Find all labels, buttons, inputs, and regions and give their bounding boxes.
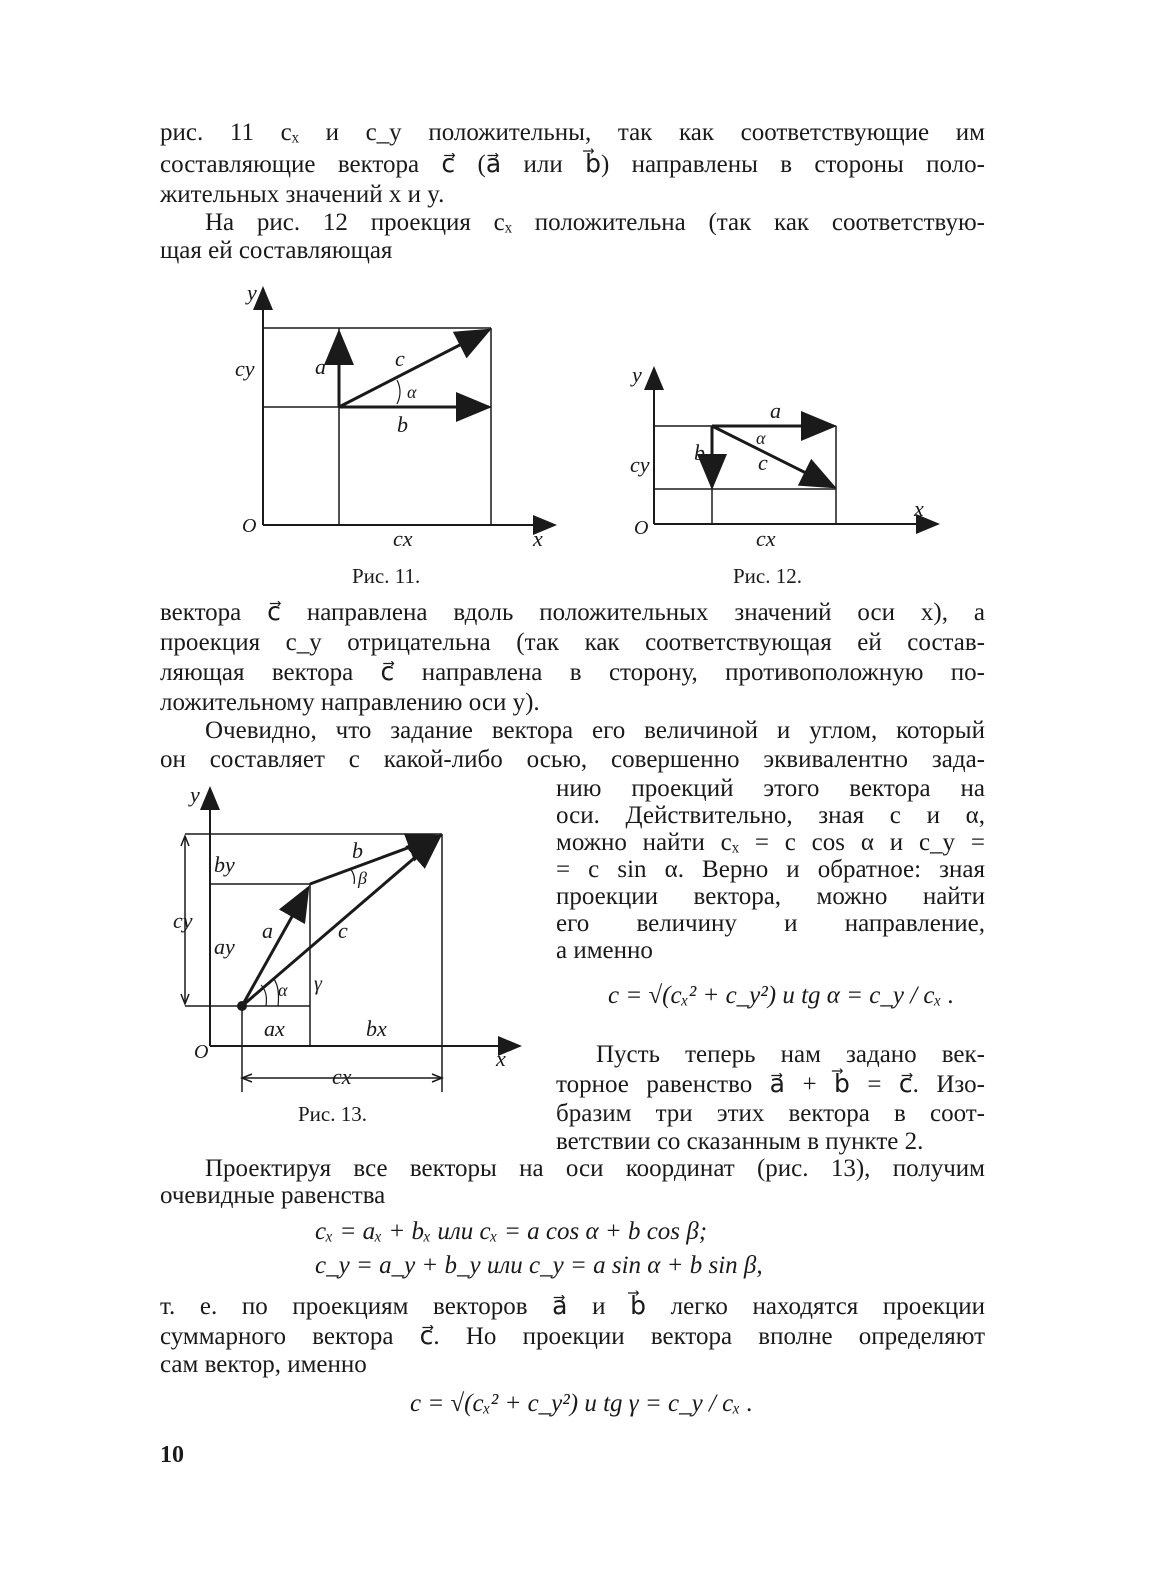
figure-13 xyxy=(170,780,530,1100)
text-line-9: ложительному направлению оси y). xyxy=(160,689,540,716)
equation-2a: cₓ = aₓ + bₓ или cₓ = a cos α + b cos β; xyxy=(315,1218,708,1245)
text-line-17: его величину и направление, xyxy=(556,910,985,937)
text-line-15: = c sin α. Верно и обратное: зная xyxy=(556,856,985,883)
fig12-origin-label: O xyxy=(634,517,649,539)
fig11-cx-label: cx xyxy=(393,526,413,551)
fig13-alpha-label: α xyxy=(278,980,288,1000)
fig11-caption: Рис. 11. xyxy=(352,564,421,588)
fig13-origin-label: O xyxy=(194,1041,209,1063)
text-line-1: рис. 11 cₓ и c_y положительны, так как соответствующие им xyxy=(160,119,985,146)
text-line-13: оси. Действительно, зная c и α, xyxy=(556,802,985,829)
text-line-25: т. е. по проекциям векторов a⃗ и b⃗ легко находятся проекции xyxy=(160,1293,985,1320)
fig11-cy-label: cy xyxy=(235,356,255,381)
text-line-6: вектора c⃗ направлена вдоль положительных значений оси x), а xyxy=(160,599,985,626)
text-line-5: щая ей составляющая xyxy=(160,237,393,264)
text-line-26: суммарного вектора c⃗. Но проекции вектора вполне определяют xyxy=(160,1323,985,1350)
fig13-cx-label: cx xyxy=(332,1064,352,1089)
fig13-a-label: a⃗ xyxy=(262,918,291,943)
equation-2b: c_y = a_y + b_y или c_y = a sin α + b sin β, xyxy=(315,1252,763,1279)
fig13-y-label: y xyxy=(190,782,200,807)
text-line-4: На рис. 12 проекция cₓ положительна (так как соответствую- xyxy=(205,209,985,236)
fig13-bx-label: bx xyxy=(366,1016,387,1041)
text-line-12: нию проекций этого вектора на xyxy=(556,775,985,802)
text-line-11: он составляет с какой-либо осью, совершенно эквивалентно зада- xyxy=(160,746,985,773)
text-line-14: можно найти cₓ = c cos α и c_y = xyxy=(556,829,985,856)
text-line-3: жительных значений x и y. xyxy=(160,181,445,208)
text-line-23: Проектируя все векторы на оси координат (рис. 13), получим xyxy=(205,1155,985,1182)
fig12-cy-label: cy xyxy=(630,452,650,477)
figure-12 xyxy=(620,360,950,555)
fig13-b-label: b⃗ xyxy=(352,838,381,863)
text-line-16: проекции вектора, можно найти xyxy=(556,883,985,910)
fig12-y-label: y xyxy=(632,362,642,387)
fig13-gamma-label: γ xyxy=(314,973,322,995)
fig11-b-label: b⃗ xyxy=(397,412,426,437)
text-line-7: проекция c_y отрицательна (так как соответствующая ей состав- xyxy=(160,629,985,656)
fig12-x-label: x xyxy=(914,496,924,521)
fig13-beta-label: β xyxy=(358,868,367,888)
equation-1: c = √(cₓ² + c_y²) и tg α = c_y / cₓ . xyxy=(608,982,955,1009)
text-line-19: Пусть теперь нам задано век- xyxy=(596,1041,985,1068)
page-number: 10 xyxy=(160,1442,184,1468)
fig11-c-label: c⃗ xyxy=(395,346,422,371)
fig13-ax-label: ax xyxy=(264,1016,285,1041)
text-line-21: бразим три этих вектора в соот- xyxy=(556,1100,985,1127)
fig12-alpha-label: α xyxy=(756,428,766,448)
fig11-origin-label: O xyxy=(242,515,257,537)
fig11-x-label: x xyxy=(533,526,543,551)
fig13-caption: Рис. 13. xyxy=(298,1102,367,1126)
fig12-c-label: c⃗ xyxy=(758,450,785,475)
text-line-10: Очевидно, что задание вектора его величиной и углом, который xyxy=(205,717,985,744)
equation-3: c = √(cₓ² + c_y²) и tg γ = c_y / cₓ . xyxy=(410,1390,753,1417)
text-line-18: а именно xyxy=(556,937,653,964)
fig13-c-label: c⃗ xyxy=(338,918,365,943)
fig13-cy-label: cy xyxy=(173,908,193,933)
fig11-y-label: y xyxy=(247,280,257,305)
fig12-caption: Рис. 12. xyxy=(733,564,802,588)
text-line-22: ветствии со сказанным в пункте 2. xyxy=(556,1128,924,1155)
fig13-ay-label: ay xyxy=(214,934,235,959)
text-line-24: очевидные равенства xyxy=(160,1182,386,1209)
fig13-by-label: by xyxy=(214,852,235,877)
fig11-alpha-label: α xyxy=(407,382,417,402)
text-line-8: ляющая вектора c⃗ направлена в сторону, противоположную по- xyxy=(160,659,985,686)
fig11-a-label: a⃗ xyxy=(315,354,344,379)
text-line-20: торное равенство a⃗ + b⃗ = c⃗. Изо- xyxy=(556,1071,985,1098)
fig12-a-label: a⃗ xyxy=(770,398,799,423)
fig12-b-label: b⃗ xyxy=(694,440,723,465)
text-line-2: составляющие вектора c⃗ (a⃗ или b⃗) направлены в стороны поло- xyxy=(160,151,985,178)
text-line-27: сам вектор, именно xyxy=(160,1351,367,1378)
fig13-x-label: x xyxy=(496,1046,506,1071)
fig12-cx-label: cx xyxy=(756,526,776,551)
figure-11 xyxy=(225,280,565,555)
